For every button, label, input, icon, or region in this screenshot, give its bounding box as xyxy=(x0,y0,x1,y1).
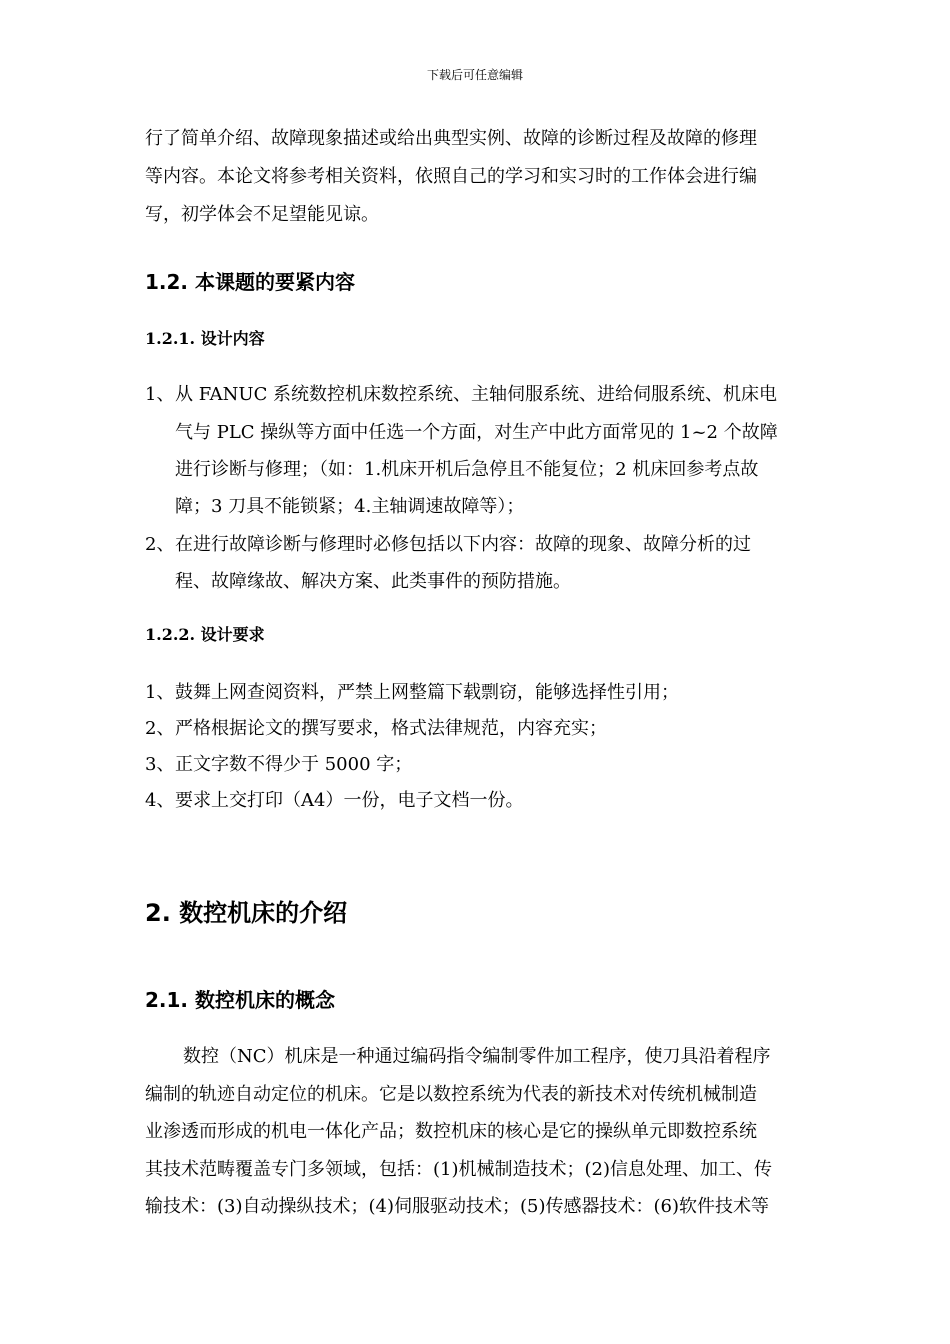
list-item-text: 鼓舞上网查阅资料，严禁上网整篇下载剽窃，能够选择性引用； xyxy=(175,682,679,703)
section-heading-1-2: 1.2. 本课题的要紧内容 xyxy=(145,270,355,294)
intro-line-3: 写，初学体会不足望能见谅。 xyxy=(145,204,379,225)
intro-line-1: 行了简单介绍、故障现象描述或给出典型实例、故障的诊断过程及故障的修理 xyxy=(145,128,757,149)
list-item-number: 3、 xyxy=(145,754,175,775)
paragraph-line-3: 业渗透而形成的机电一体化产品；数控机床的核心是它的操纵单元即数控系统 xyxy=(145,1121,757,1142)
list-item-line: 在进行故障诊断与修理时必修包括以下内容：故障的现象、故障分析的过 xyxy=(175,534,751,555)
list-item-text: 严格根据论文的撰写要求，格式法律规范，内容充实； xyxy=(175,718,607,739)
list-item-number: 1、 xyxy=(145,682,175,703)
paragraph-line-4: 其技术范畴覆盖专门多领域，包括：(1)机械制造技术；(2)信息处理、加工、传 xyxy=(145,1159,772,1180)
section-heading-2-1: 2.1. 数控机床的概念 xyxy=(145,988,335,1012)
paragraph-line-1: 数控（NC）机床是一种通过编码指令编制零件加工程序，使刀具沿着程序 xyxy=(183,1046,771,1067)
subsection-heading-1-2-1: 1.2.1. 设计内容 xyxy=(145,329,265,348)
list-item-number: 1、 xyxy=(145,384,175,405)
chapter-heading-2: 2. 数控机床的介绍 xyxy=(145,899,348,927)
page-header: 下载后可任意编辑 xyxy=(426,68,523,82)
list-item-text: 要求上交打印（A4）一份，电子文档一份。 xyxy=(175,790,524,811)
intro-line-2: 等内容。本论文将参考相关资料，依照自己的学习和实习时的工作体会进行编 xyxy=(145,166,757,187)
paragraph-line-5: 输技术：(3)自动操纵技术；(4)伺服驱动技术；(5)传感器技术：(6)软件技术等 xyxy=(145,1196,769,1217)
list-item-number: 2、 xyxy=(145,534,175,555)
list-item-number: 2、 xyxy=(145,718,175,739)
list-item-line: 程、故障缘故、解决方案、此类事件的预防措施。 xyxy=(175,571,571,592)
subsection-heading-1-2-2: 1.2.2. 设计要求 xyxy=(145,625,265,644)
paragraph-line-2: 编制的轨迹自动定位的机床。它是以数控系统为代表的新技术对传统机械制造 xyxy=(145,1084,757,1105)
list-item-text: 正文字数不得少于 5000 字； xyxy=(175,754,413,775)
list-item-line: 障；3 刀具不能锁紧；4.主轴调速故障等）； xyxy=(175,496,525,517)
list-item-number: 4、 xyxy=(145,790,175,811)
list-item-line: 气与 PLC 操纵等方面中任选一个方面，对生产中此方面常见的 1~2 个故障 xyxy=(175,422,778,443)
list-item-line: 从 FANUC 系统数控机床数控系统、主轴伺服系统、进给伺服系统、机床电 xyxy=(175,384,778,405)
list-item-line: 进行诊断与修理；（如：1.机床开机后急停且不能复位；2 机床回参考点故 xyxy=(175,459,759,480)
